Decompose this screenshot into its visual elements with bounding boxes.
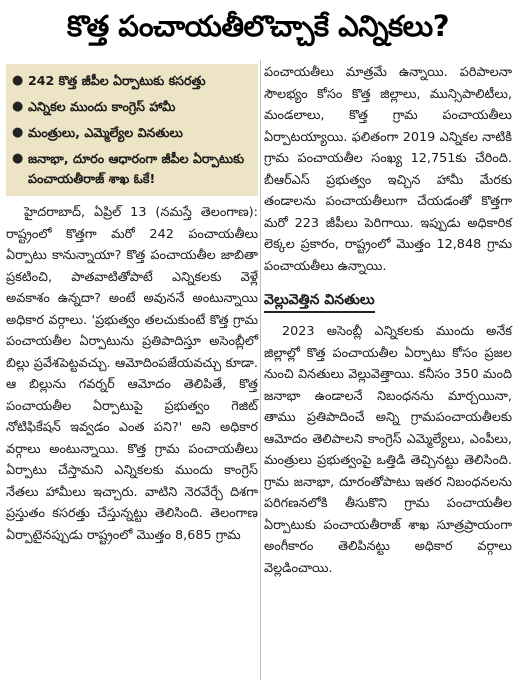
highlight-text: ఎన్నికల ముందు కాంగ్రెస్ హామీ	[28, 99, 176, 114]
highlight-item	[12, 97, 252, 117]
article-headline: కొత్త పంచాయతీలొచ్చాకే ఎన్నికలు?	[66, 9, 450, 43]
highlight-text: జనాభా, దూరం ఆధారంగా జీపీల ఏర్పాటుకు పంచాయతీరాజ్ శాఖ ఓకే!	[28, 151, 245, 186]
highlights-box	[6, 64, 258, 196]
bullet-icon: ●	[12, 125, 24, 140]
column-divider	[260, 60, 261, 680]
highlight-text: 242 కొత్త జీపీల ఏర్పాటుకు కసరత్తు	[28, 73, 206, 88]
highlight-item	[12, 149, 252, 189]
left-column	[6, 64, 258, 546]
right-column	[264, 62, 512, 579]
highlight-item	[12, 123, 252, 143]
subheading: వెల్లువెత్తిన వినతులు	[264, 289, 375, 313]
bullet-icon: ●	[12, 151, 24, 166]
highlight-item	[12, 71, 252, 91]
article-body-left: హైదరాబాద్, ఏప్రిల్ 13 (నమస్తే తెలంగాణ): రాష్ట్రంలో కొత్తగా మరో 242 పంచాయతీలు ఏర్పాటు కానున్నాయా? కొత్త పంచాయతీల జాబితా ప్రకటించి, పాతవాటితోపాటే ఎన్నికలకు వెళ్లే అవకాశం ఉన్నదా? అంటే అవుననే అంటున్నాయి అధికార వర్గాలు. 'ప్రభుత్వం తలచుకుంటే కొత్త గ్రామ పంచాయతీల ఏర్పాటును ప్రతిపాదిస్తూ అసెంబ్లీలో బిల్లు ప్రవేశపెట్టవచ్చు. ఆమోదింపజేయవచ్చు కూడా. ఆ బిల్లును గవర్నర్ ఆమోదం తెలిపితే, కొత్త పంచాయతీల ఏర్పాటుపై ప్రభుత్వం గెజిట్ నోటిఫికేషన్ ఇవ్వడం ఎంత పని?' అని అధికార వర్గాలు అంటున్నాయి. కొత్త గ్రామ పంచాయతీలు ఏర్పాటు చేస్తామని ఎన్నికలకు ముందు కాంగ్రెస్ నేతలు హామీలు ఇచ్చారు. వాటిని నెరవేర్చే దిశగా ప్రస్తుతం కసరత్తు చేస్తున్నట్టు తెలిసింది. తెలంగాణ ఏర్పాటైనప్పుడు రాష్ట్రంలో మొత్తం 8,685 గ్రామ	[6, 205, 258, 543]
highlight-text: మంత్రులు, ఎమ్మెల్యేల వినతులు	[28, 125, 183, 140]
article-body-right-1: పంచాయతీలు మాత్రమే ఉన్నాయి. పరిపాలనా సౌలభ్యం కోసం కొత్త జిల్లాలు, మున్సిపాలిటీలు, మండలాలు, కొత్త గ్రామ పంచాయతీలు ఏర్పాటయ్యాయి. ఫలితంగా 2019 ఎన్నికల నాటికి గ్రామ పంచాయతీల సంఖ్య 12,751కు చేరింది. బీఆర్ఎస్ ప్రభుత్వం ఇచ్చిన హామీ మేరకు తండాలను పంచాయతీలుగా చేయడంతో కొత్తగా మరో 223 జీపీలు పెరిగాయి. ఇప్పుడు అధికారిక లెక్కల ప్రకారం, రాష్ట్రంలో మొత్తం 12,848 గ్రామ పంచాయతీలు ఉన్నాయి.	[264, 65, 512, 274]
bullet-icon: ●	[12, 99, 24, 114]
bullet-icon: ●	[12, 73, 24, 88]
article-body-right-2: 2023 అసెంబ్లీ ఎన్నికలకు ముందు అనేక జిల్లాల్లో కొత్త పంచాయతీల ఏర్పాటు కోసం ప్రజల నుంచి వినతులు వెల్లువెత్తాయి. కనీసం 350 మంది జనాభా ఉండాలనే నిబంధనను మార్చయినా, తాము ప్రతిపాదించే అన్ని గ్రామపంచాయతీలకు ఆమోదం తెలిపాలని కాంగ్రెస్ ఎమ్మెల్యేలు, ఎంపీలు, మంత్రులు ప్రభుత్వంపై ఒత్తిడి తెచ్చినట్టు తెలిసింది. గ్రామ జనాభా, దూరంతోపాటు ఇతర నిబంధనలను పరిగణనలోకి తీసుకొని గ్రామ పంచాయతీల ఏర్పాటుకు పంచాయతీరాజ్ శాఖ సూత్రప్రాయంగా అంగీకారం తెలిపినట్టు అధికార వర్గాలు వెల్లడించాయి.	[264, 324, 512, 576]
